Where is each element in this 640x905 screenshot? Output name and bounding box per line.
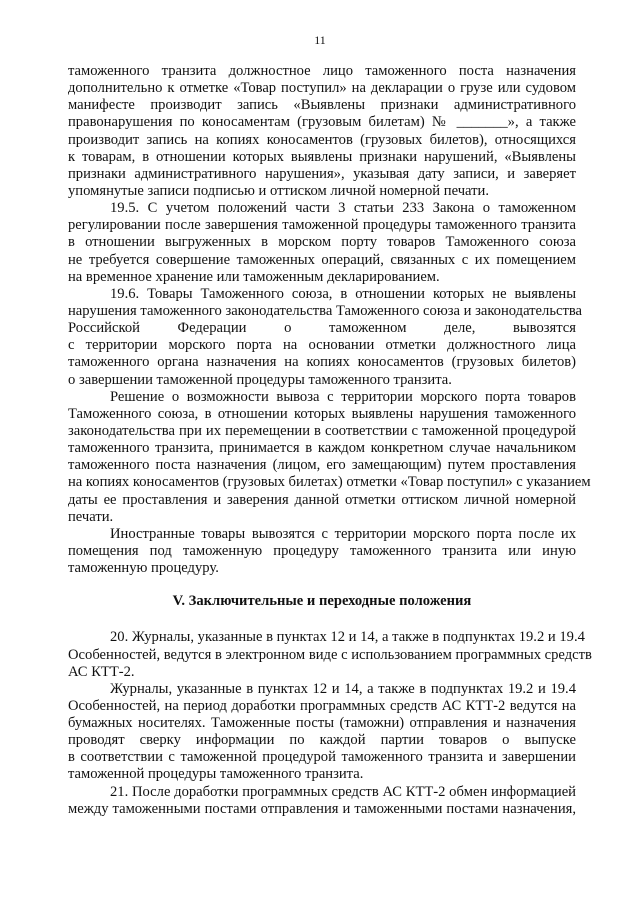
- text-line: дополнительно к отметке «Товар поступил» на декларации о грузе или судовом: [68, 80, 576, 97]
- text-line: в соответствии с таможенной процедурой таможенного транзита и завершении: [68, 749, 576, 766]
- text-line: в отношении выгруженных в морском порту товаров Таможенного союза: [68, 234, 576, 251]
- text-line: производит запись на копиях коносаментов (грузовых билетов), относящихся: [68, 131, 576, 148]
- text-line: законодательства при их перемещении в соответствии с таможенной процедурой: [68, 422, 576, 439]
- paragraph: [68, 388, 591, 526]
- text-line: таможенного поста назначения (лицом, его замещающим) путем проставления: [68, 457, 576, 474]
- paragraph: [68, 526, 576, 577]
- text-line: регулировании после завершения таможенной процедуры таможенного транзита: [68, 217, 576, 234]
- text-line: о завершении таможенной процедуры таможенного транзита.: [68, 371, 452, 388]
- text-line: 19.5. С учетом положений части 3 статьи 233 Закона о таможенном: [110, 200, 576, 217]
- text-line: нарушения таможенного законодательства Таможенного союза и законодательства: [68, 302, 583, 319]
- paragraphs-before-heading: [68, 63, 591, 577]
- text-line: признаки административного нарушения», указывая дату записи, и заверяет: [68, 165, 576, 182]
- text-line: Таможенного союза, в отношении которых выявлены нарушения таможенного: [68, 405, 576, 422]
- text-line: 21. После доработки программных средств АС КТТ-2 обмен информацией: [110, 783, 576, 800]
- paragraph: [68, 784, 576, 818]
- text-line: таможенного транзита должностное лицо таможенного поста назначения: [68, 63, 576, 79]
- text-line: с территории морского порта на основании отметки должностного лица: [68, 337, 576, 354]
- text-line: таможенного транзита, принимается в каждом конкретном случае начальником: [68, 440, 576, 457]
- text-line: помещения под таможенную процедуру таможенного транзита или иную: [68, 542, 576, 559]
- text-line: таможенного органа назначения на копиях коносаментов (грузовых билетов): [68, 354, 576, 371]
- text-line: Решение о возможности вывоза с территории морского порта товаров: [110, 388, 576, 405]
- text-line: бумажных носителях. Таможенные посты (таможни) отправления и назначения: [68, 715, 576, 732]
- text-line: правонарушения по коносаментам (грузовым билетам) № _______», а также: [68, 114, 576, 131]
- paragraph: [68, 285, 583, 389]
- paragraph: [68, 681, 576, 784]
- text-line: Журналы, указанные в пунктах 12 и 14, а также в подпунктах 19.2 и 19.4: [110, 680, 576, 697]
- text-line: на временное хранение или таможенным декларированием.: [68, 268, 440, 285]
- text-line: Особенностей, на период доработки программных средств АС КТТ-2 ведутся на: [68, 697, 576, 714]
- text-line: 19.6. Товары Таможенного союза, в отношении которых не выявлены: [110, 285, 576, 302]
- text-line: упомянутые записи подписью и оттиском личной номерной печати.: [68, 182, 489, 199]
- text-line: Российской Федерации о таможенном деле, вывозятся: [68, 320, 576, 337]
- paragraphs-after-heading: [68, 629, 592, 818]
- paragraph: [68, 629, 592, 680]
- text-line: таможенную процедуру.: [68, 560, 219, 577]
- text-line: даты ее проставления и заверения данной отметки оттиском личной номерной: [68, 491, 576, 508]
- page-number: 11: [314, 33, 326, 47]
- paragraph: [68, 200, 576, 286]
- text-line: Иностранные товары вывозятся с территории морского порта после их: [110, 525, 576, 542]
- text-line: 20. Журналы, указанные в пунктах 12 и 14, а также в подпунктах 19.2 и 19.4: [110, 629, 585, 646]
- text-line: АС КТТ-2.: [68, 663, 135, 680]
- text-line: Особенностей, ведутся в электронном виде с использованием программных средств: [68, 646, 592, 663]
- text-line: таможенной процедуры таможенного транзита.: [68, 766, 364, 783]
- text-line: печати.: [68, 508, 114, 525]
- text-line: на копиях коносаментов (грузовых билетах) отметки «Товар поступил» с указанием: [68, 474, 591, 491]
- paragraph: [68, 63, 576, 200]
- text-line: проводят сверку информации по каждой партии товаров о выпуске: [68, 732, 576, 749]
- text-line: к товарам, в отношении которых выявлены признаки нарушений, «Выявлены: [68, 148, 576, 165]
- section-heading: V. Заключительные и переходные положения: [172, 593, 472, 610]
- document-body: [68, 63, 592, 818]
- text-line: между таможенными постами отправления и таможенными постами назначения,: [68, 800, 576, 817]
- text-line: манифесте производит запись «Выявлены признаки административного: [68, 97, 576, 114]
- text-line: не требуется совершение таможенных операций, связанных с их помещением: [68, 251, 576, 268]
